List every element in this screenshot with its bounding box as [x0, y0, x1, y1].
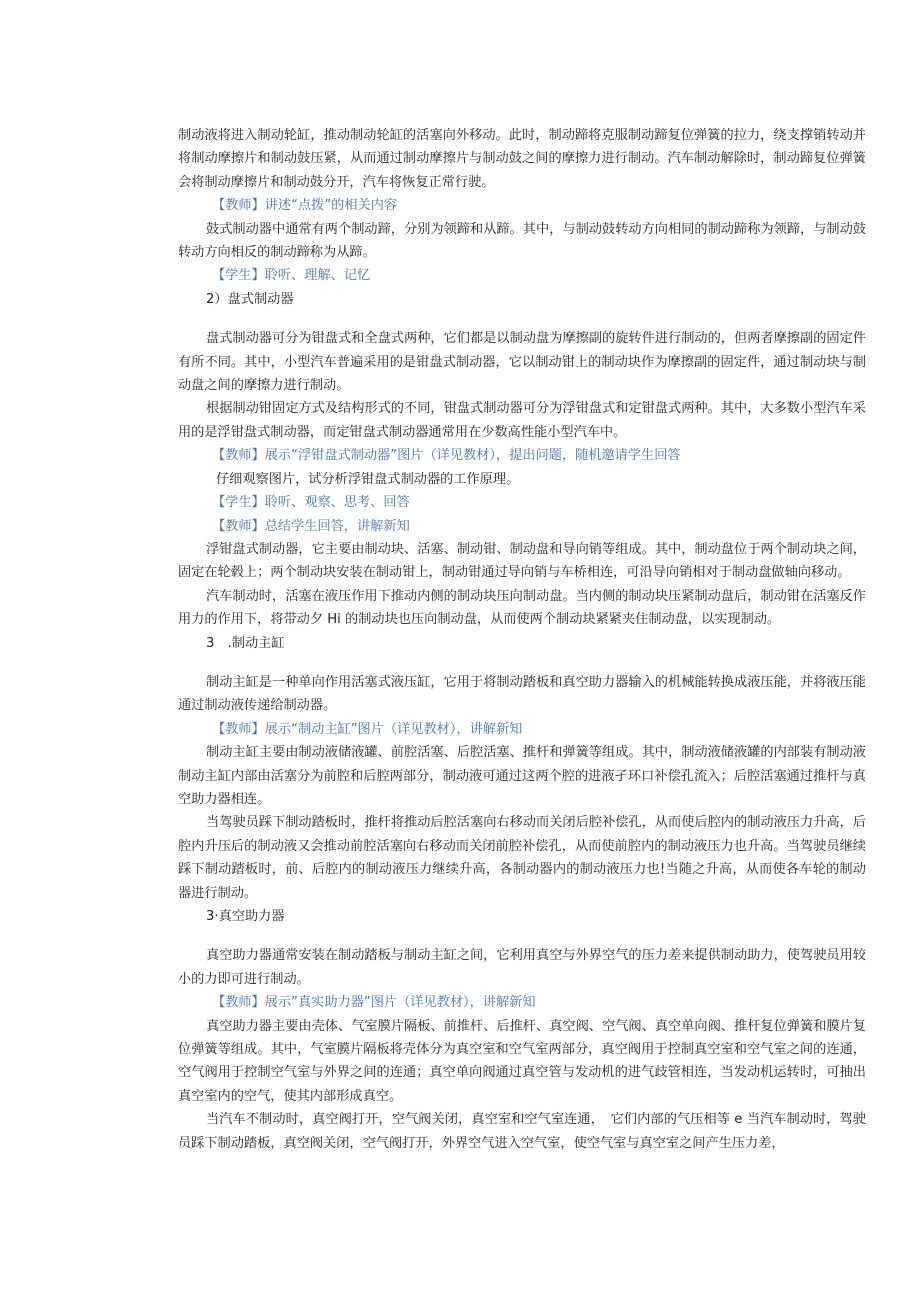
paragraph-vacuum-booster-action: 当汽车不制动时，真空阀打开，空气阀关闭，真空室和空气室连通， 它们内部的气压相等 e 当汽车制动时，驾驶员踩下制动踏板，真空阀关闭，空气阀打开，外界空气进入空气室，使空气室与真空室之间产生压力差， — [178, 1112, 866, 1151]
paragraph-vacuum-booster-intro: 真空助力器通常安装在制动踏板与制动主缸之间，它利用真空与外界空气的压力差来提供制动助力，使驾驶员用较小的力即可进行制动。 — [178, 948, 866, 987]
paragraph-floating-caliper-action: 汽车制动时，活塞在液压作用下推动内侧的制动块压向制动盘。当内侧的制动块压紧制动盘后，制动钳在活塞反作用力的作用下，将带动夕 Hi 的制动块也压向制动盘，从而使两个制动块紧紧夹住制动盘，以实现制动。 — [178, 588, 866, 628]
paragraph-vacuum-booster-structure: 真空助力器主要由壳体、气室膜片隔板、前推杆、后推杆、真空阀、空气阀、真空单向阀、推杆复位弹簧和膜片复位弹簧等组成。其中，气室膜片隔板将壳体分为真空室和空气室两部分，真空阀用于控制真空室和空气室之间的连通，空气阀用于控制空气室与外界之间的连通；真空单向阀通过真空管与发动机的进气歧管相连，当发动机运转时，可抽出真空室内的空气，使其内部形成真空。 — [178, 1018, 866, 1104]
question-floating-caliper: 仔细观察图片，试分析浮钳盘式制动器的工作原理。 — [216, 471, 520, 487]
paragraph-caliper-types: 根据制动钳固定方式及结构形式的不同，钳盘式制动器可分为浮钳盘式和定钳盘式两种。其中，大多数小型汽车采用的是浮钳盘式制动器，而定钳盘式制动器通常用在少数高性能小型汽车中。 — [178, 401, 866, 440]
section-heading-master-cylinder: 3 .制动主缸 — [206, 635, 285, 651]
document-body — [178, 124, 866, 1155]
section-heading-disc-brake: 2）盘式制动器 — [206, 291, 294, 307]
paragraph-master-cylinder-action: 当驾驶员踩下制动踏板时，推杆将推动后腔活塞向右移动而关闭后腔补偿孔，从而使后腔内的制动液压力升高，后腔内升压后的制动液又会推动前腔活塞向右移动而关闭前腔补偿孔，从而使前腔内的制动液压力也升高。当驾驶员继续踩下制动踏板时，前、后腔内的制动液压力继续升高，各制动器内的制动液压力也!当随之升高，从而使各车轮的制动器进行制动。 — [178, 815, 866, 901]
teacher-note-master-cylinder: 【教师】展示“制动主缸”图片（详见教材），讲解新知 — [212, 721, 523, 737]
paragraph-drum-brake-action: 制动液将进入制动轮缸，推动制动轮缸的活塞向外移动。此时，制动蹄将克服制动蹄复位弹簧的拉力，绕支撑销转动并将制动摩擦片和制动鼓压紧，从而通过制动摩擦片与制动鼓之间的摩擦力进行制动。汽车制动解除时，制动蹄复位弹簧会将制动摩擦片和制动鼓分开，汽车将恢复正常行驶。 — [178, 128, 866, 190]
teacher-note-floating-caliper: 【教师】展示“浮钳盘式制动器”图片（详见教材），提出问题，随机邀请学生回答 — [212, 448, 681, 464]
student-note-listen: 【学生】聆听、理解、记忆 — [212, 268, 371, 284]
paragraph-master-cylinder-structure: 制动主缸主要由制动液储液罐、前腔活塞、后腔活塞、推杆和弹簧等组成。其中，制动液储液罐的内部装有制动液制动主缸内部由活塞分为前腔和后腔两部分，制动液可通过这两个腔的进液孑环口补偿孔流入；后腔活塞通过推杆与真空助力器相连。 — [178, 745, 866, 807]
teacher-note-summary: 【教师】总结学生回答，讲解新知 — [212, 518, 410, 534]
teacher-note-tip: 【教师】讲述“点拨”的相关内容 — [212, 198, 398, 214]
paragraph-disc-brake-types: 盘式制动器可分为钳盘式和全盘式两种，它们都是以制动盘为摩擦副的旋转件进行制动的，但两者摩擦副的固定件有所不同。其中，小型汽车普遍采用的是钳盘式制动器，它以制动钳上的制动块作为摩擦副的固定件，通过制动块与制动盘之间的摩擦力进行制动。 — [178, 331, 866, 394]
paragraph-master-cylinder-intro: 制动主缸是一种单向作用活塞式液压缸，它用于将制动踏板和真空助力器输入的机械能转换成液压能，并将液压能通过制动液传递给制动器。 — [178, 674, 866, 714]
paragraph-leading-trailing-shoe: 鼓式制动器中通常有两个制动蹄，分别为领蹄和从蹄。其中，与制动鼓转动方向相同的制动蹄称为领蹄，与制动鼓转动方向相反的制动蹄称为从蹄。 — [178, 221, 866, 261]
section-heading-vacuum-booster: 3·真空助力器 — [206, 909, 285, 924]
paragraph-floating-caliper-structure: 浮钳盘式制动器，它主要由制动块、活塞、制动钳、制动盘和导向销等组成。其中，制动盘位于两个制动块之间，固定在轮毂上；两个制动块安装在制动钳上，制动钳通过导向销与车桥相连，可沿导向销相对于制动盘做轴向移动。 — [178, 541, 866, 581]
teacher-note-vacuum-booster: 【教师】展示”真实助力器”图片（详见教材），讲解新知 — [212, 995, 536, 1011]
student-note-observe: 【学生】聆听、观察、思考、回答 — [212, 495, 410, 511]
